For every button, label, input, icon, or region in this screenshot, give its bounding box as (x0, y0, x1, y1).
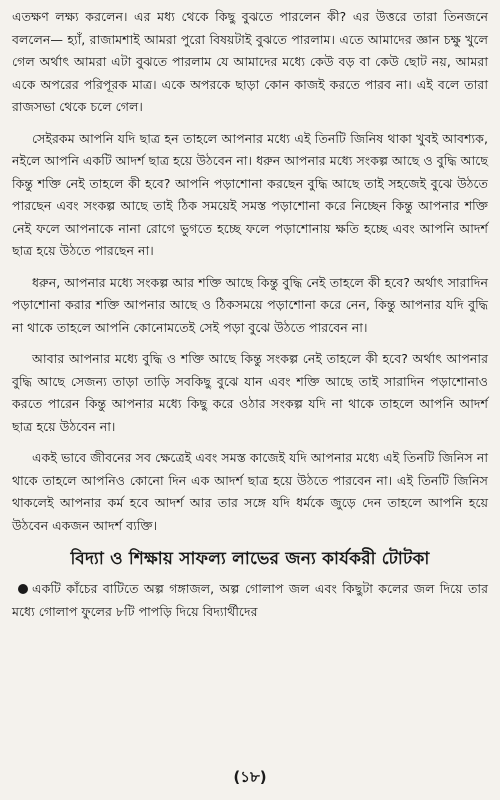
paragraph-no-resolve: আবার আপনার মধ্যে বুদ্ধি ও শক্তি আছে কিন্তু সংকল্প নেই তাহলে কী হবে? অর্থাৎ আপনার বুদ্ধি আছে সেজন্য তাড়া তাড়ি সবকিছু বুঝে যান এবং শক্তি আছে তাই সারাদিন পড়াশোনাও করতে পারেন কিন্তু আপনার মধ্যে কিছু করে ওঠার সংকল্প যদি না থাকে তাহলে আপনি আদর্শ ছাত্র হয়ে উঠবেন না। (12, 351, 488, 434)
paragraph-student-qualities: সেইরকম আপনি যদি ছাত্র হন তাহলে আপনার মধ্যে এই তিনটি জিনিষ থাকা খুবই আবশ্যক, নইলে আপনি একটি আদর্শ ছাত্র হয়ে উঠবেন না। ধরুন আপনার মধ্যে সংকল্প আছে ও বুদ্ধি আছে কিন্তু শক্তি নেই তাহলে কী হবে? আপনি পড়াশোনা করছেন বুদ্ধি আছে তাই সহজেই বুঝে উঠতে পারছেন এবং সংকল্প আছে তাই ঠিক সময়েই সমস্ত পড়াশোনা করে নিচ্ছেন কিন্তু আপনার শক্তি নেই ফলে আপনাকে নানা রোগে ভুগতে হচ্ছে ফলে পড়াশোনায় ক্ষতি হচ্ছে এবং আপনি আদর্শ ছাত্র হয়ে উঠতে পারছেন না। (12, 130, 488, 258)
bullet-item (12, 578, 488, 623)
bullet-icon (18, 584, 28, 594)
paragraph-no-intelligence: ধরুন, আপনার মধ্যে সংকল্প আর শক্তি আছে কিন্তু বুদ্ধি নেই তাহলে কী হবে? অর্থাৎ সারাদিন পড়াশোনা করার শক্তি আপনার আছে ও ঠিকসময়ে পড়াশোনা করে নেন, কিন্তু আপনার যদি বুদ্ধি না থাকে তাহলে আপনি কোনোমতেই সেই পড়া বুঝে উঠতে পারবেন না। (12, 274, 488, 335)
bullet-item-text: একটি কাঁচের বাটিতে অল্প গঙ্গাজল, অল্প গোলাপ জল এবং কিছুটা কলের জল দিয়ে তার মধ্যে গোলাপ ফুলের ৮টি পাপড়ি দিয়ে বিদ্যার্থীদের (12, 581, 488, 619)
paragraph-story-conclusion: এতক্ষণ লক্ষ্য করলেন। এর মধ্য থেকে কিছু বুঝতে পারলেন কী? এর উত্তরে তারা তিনজনে বললেন— হ্যাঁ, রাজামশাই আমরা পুরো বিষয়টাই বুঝতে পারলাম। এতে আমাদের জ্ঞান চক্ষু খুলে গেল অর্থাৎ আমরা এটা বুঝতে পারলাম যে আমাদের মধ্যে কেউ বড় বা কেউ ছোট নয়, আমরা একে অপরের পরিপূরক মাত্র। একে অপরকে ছাড়া কোন কাজই করতে পারব না। এই বলে তারা রাজসভা থেকে চলে গেল। (12, 9, 488, 114)
page-number: (১৮) (233, 768, 267, 786)
paragraph-ideal-person: একই ভাবে জীবনের সব ক্ষেত্রেই এবং সমস্ত কাজেই যদি আপনার মধ্যে এই তিনটি জিনিস না থাকে তাহলে আপনিও কোনো দিন এক আদর্শ ছাত্র হয়ে উঠতে পারবেন না। এই তিনটি জিনিস থাকলেই আপনার কর্ম হবে আদর্শ আর তার সঙ্গে যদি ধর্মকে জুড়ে দেন তাহলে আপনি হয়ে উঠবেন একজন আদর্শ ব্যক্তি। (12, 450, 488, 533)
section-heading: বিদ্যা ও শিক্ষায় সাফল্য লাভের জন্য কার্যকরী টোটকা (70, 549, 430, 569)
